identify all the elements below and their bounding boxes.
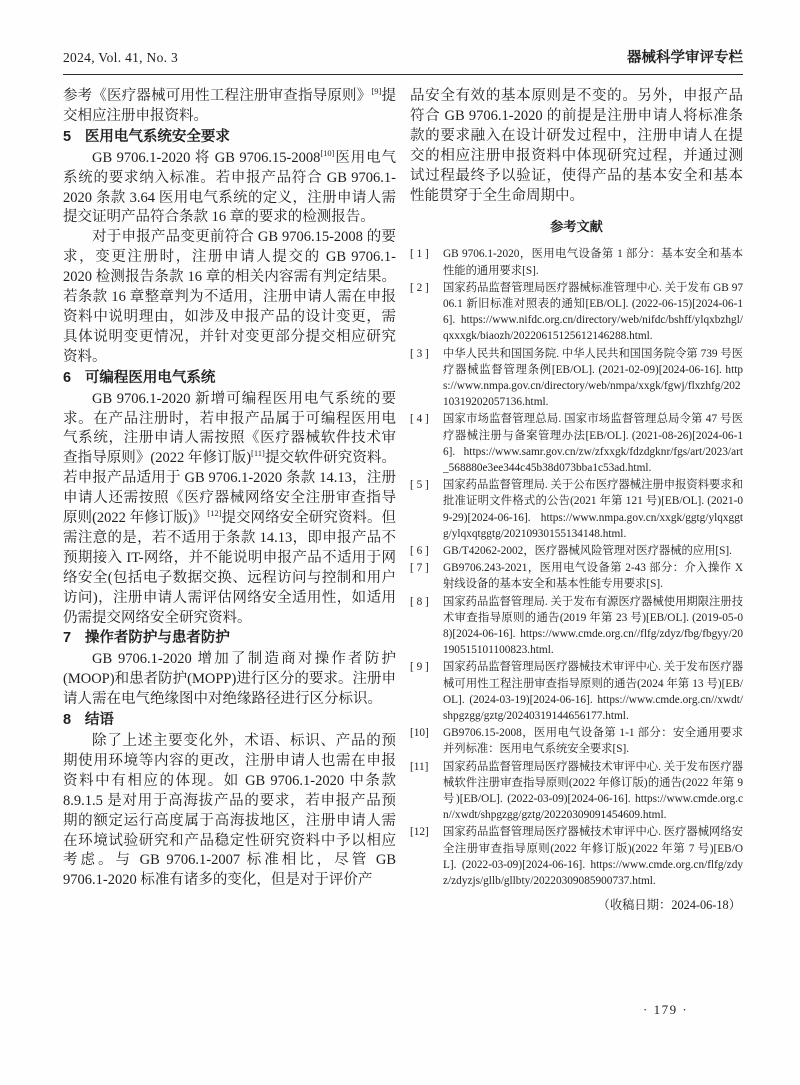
body-paragraph: 对于申报产品变更前符合 GB 9706.15-2008 的要求，变更注册时，注册申请人提交的 GB 9706.1-2020 检测报告条款 16 章的相关内容需有判定结果。若条款 16 章整章判为不适用，注册申请人需在申报资料中说明理由，如涉及申报产品的设计变更，需具体说明变更情况，并针对变更部分提交相应研究资料。 [63, 229, 396, 365]
section-title: 医用电气系统安全要求 [84, 128, 230, 145]
reference-number: [ 3 ] [410, 347, 429, 360]
reference-item [410, 659, 743, 724]
section-heading [63, 369, 396, 389]
citation-superscript: [11] [251, 448, 265, 459]
section-title: 可编程医用电气系统 [84, 369, 216, 386]
citation-superscript: [12] [207, 508, 222, 519]
reference-item [410, 246, 743, 278]
body-paragraph: GB 9706.1-2020 新增可编程医用电气系统的要求。在产品注册时，若申报产品属于可编程医用电气系统，注册申请人需按照《医疗器械软件技术审查指导原则》(2022 年修订版)[11]提交软件研究资料。若申报产品适用于 GB 9706.1-2020 条款 14.13，注册申请人还需按照《医疗器械网络安全注册审查指导原则(2022 年修订版)》[12]提交网络安全研究资料。但需注意的是，若不适用于条款 14.13，即申报产品不预期接入 IT-网络，并不能说明申报产品不适用于网络安全(包括电子数据交换、远程访问与控制和用户访问)，注册申请人需评估网络安全适用性，如适用仍需提交网络安全研究资料。 [63, 390, 396, 626]
reference-text: 国家市场监督管理总局. 国家市场监督管理总局令第 47 号医疗器械注册与备案管理办法[EB/OL]. (2021-08-26)[2024-06-16]. https://www.samr.gov.cn/zw/zfxxgk/fdzdgknr/fgs/art/2023/art_568880e3ee344c45b38d073bba1c53ad.html. [443, 413, 743, 474]
reference-item [410, 543, 743, 559]
reference-item [410, 824, 743, 889]
reference-item [410, 411, 743, 476]
references-list [410, 246, 743, 889]
reference-number: [ 5 ] [410, 479, 429, 492]
section-heading [63, 711, 396, 731]
citation-superscript: [9] [371, 87, 382, 97]
reference-number: [ 2 ] [410, 281, 429, 294]
section-title: 操作者防护与患者防护 [84, 630, 230, 647]
reference-text: GB 9706.1-2020，医用电气设备第 1 部分：基本安全和基本性能的通用要求[S]. [443, 248, 743, 277]
reference-item [410, 594, 743, 659]
reference-item [410, 477, 743, 542]
reference-text: 国家药品监督管理局医疗器械技术审评中心. 关于发布医疗器械可用性工程注册审查指导原则的通告(2024 年第 13 号)[EB/OL]. (2024-03-19)[2024-06-16]. https://www.cmde.org.cn//xwdt/shpgzgg/gztg/20240319144656177.html. [443, 661, 743, 723]
section-number: 5 [63, 128, 72, 145]
reference-text: 国家药品监督管理局医疗器械标准管理中心. 关于发布 GB 9706.1 新旧标准对照表的通知[EB/OL]. (2022-06-15)[2024-06-16]. https://www.nifdc.org.cn/directory/web/nifdc/bshff/ylqxbzhgl/qxxxgk/biaozh/20220615125612146288.html. [443, 281, 743, 343]
body-paragraph: 参考《医疗器械可用性工程注册审查指导原则》[9]提交相应注册申报资料。 [63, 87, 397, 124]
reference-number: [ 7 ] [410, 562, 429, 575]
body-paragraph: 品安全有效的基本原则是不变的。另外，申报产品符合 GB 9706.1-2020 的前提是注册申请人将标准条款的要求融入在设计研发过程中，注册申请人在提交的相应注册申报资料中体现研究过程，并通过测试过程最终予以验证，使得产品的基本安全和基本性能贯穿于全生命周期中。 [410, 88, 743, 204]
body-paragraph: GB 9706.1-2020 将 GB 9706.15-2008[10]医用电气系统的要求纳入标准。若申报产品符合 GB 9706.1-2020 条款 3.64 医用电气系统的定义，注册申请人需提交证明产品符合条款 16 章的要求的检测报告。 [63, 147, 396, 226]
reference-text: 国家药品监督管理局. 关于发布有源医疗器械使用期限注册技术审查指导原则的通告(2019 年第 23 号)[EB/OL]. (2019-05-08)[2024-06-16]. https://www.cmde.org.cn//flfg/zdyz/fbg/fbgyy/20190515101100823.html. [443, 595, 743, 657]
reference-item [410, 725, 743, 757]
two-column-body [63, 87, 743, 949]
citation-superscript: [10] [320, 147, 335, 158]
section-number: 7 [63, 630, 72, 647]
reference-number: [ 4 ] [410, 413, 429, 426]
right-column [410, 87, 743, 949]
page-number: · 179 · [643, 1002, 689, 1017]
reference-item [410, 759, 743, 824]
reference-text: GB/T42062-2002，医疗器械风险管理对医疗器械的应用[S]. [443, 545, 733, 557]
reference-text: 中华人民共和国国务院. 中华人民共和国国务院令第 739 号医疗器械监督管理条例[EB/OL]. (2021-02-09)[2024-06-16]. https://www.nmpa.gov.cn/directory/web/nmpa/xxgk/fgwj/flxzhfg/20210319202057136.html. [443, 347, 743, 409]
section-number: 6 [63, 369, 72, 386]
reference-text: GB9706.15-2008，医用电气设备第 1-1 部分：安全通用要求并列标准：医用电气系统安全要求[S]. [443, 727, 743, 756]
issue-info: 2024, Vol. 41, No. 3 [63, 50, 179, 65]
right-column-text [410, 87, 743, 206]
reference-number: [ 1 ] [410, 248, 429, 261]
reference-item [410, 346, 743, 411]
left-column [63, 87, 396, 949]
header-divider [63, 74, 743, 75]
reference-number: [ 9 ] [410, 661, 429, 674]
section-heading [63, 128, 396, 148]
reference-text: 国家药品监督管理局. 关于公布医疗器械注册申报资料要求和批准证明文件格式的公告(2021 年第 121 号)[EB/OL]. (2021-09-29)[2024-06-16]. https://www.nmpa.gov.cn/xxgk/ggtg/ylqxggtg/ylqxqtggtg/20210930155134148.html. [443, 479, 743, 540]
body-paragraph: 除了上述主要变化外，术语、标识、产品的预期使用环境等内容的更改，注册申请人也需在申报资料中有相应的体现。如 GB 9706.1-2020 中条款 8.9.1.5 是对用于高海拔产品的要求，若申报产品预期的额定运行高度属于高海拔地区，注册申请人需在环境试验研究和产品稳定性研究资料中予以相应考虑。与 GB 9706.1-2007 标准相比，尽管 GB 9706.1-2020 标准有诸多的变化，但是对于评价产 [63, 733, 396, 889]
reference-text: 国家药品监督管理局医疗器械技术审评中心. 关于发布医疗器械软件注册审查指导原则(2022 年修订版)的通告(2022 年第 9 号)[EB/OL]. (2022-03-09)[2024-06-16]. https://www.cmde.org.cn//xwdt/shpgzgg/gztg/20220309091454609.html. [443, 760, 743, 822]
column-title: 器械科学审评专栏 [627, 50, 743, 66]
reference-text: 国家药品监督管理局医疗器械技术审评中心. 医疗器械网络安全注册审查指导原则(2022 年修订版)(2022 年第 7 号)[EB/OL]. (2022-03-09)[2024-06-16]. https://www.cmde.org.cn/flfg/zdyz/zdyzjs/gllb/gllbty/20220309085900737.html. [443, 826, 743, 888]
reference-item [410, 560, 743, 592]
reference-number: [ 6 ] [410, 545, 429, 557]
reference-number: [10] [410, 727, 429, 740]
reference-text: GB9706.243-2021，医用电气设备第 2-43 部分：介入操作 X 射线设备的基本安全和基本性能专用要求[S]. [443, 562, 743, 591]
section-title: 结语 [84, 712, 114, 729]
reference-item [410, 280, 743, 345]
reference-number: [12] [410, 826, 429, 839]
section-heading [63, 629, 396, 649]
page-header [63, 46, 743, 67]
body-paragraph: GB 9706.1-2020 增加了制造商对操作者防护(MOOP)和患者防护(MOPP)进行区分的要求。注册申请人需在电气绝缘图中对绝缘路径进行区分标识。 [63, 651, 396, 708]
reference-number: [11] [410, 760, 429, 773]
references-heading: 参考文献 [550, 219, 603, 235]
received-date: （收稿日期：2024-06-18） [597, 898, 741, 913]
section-number: 8 [63, 712, 72, 729]
reference-number: [ 8 ] [410, 595, 429, 608]
